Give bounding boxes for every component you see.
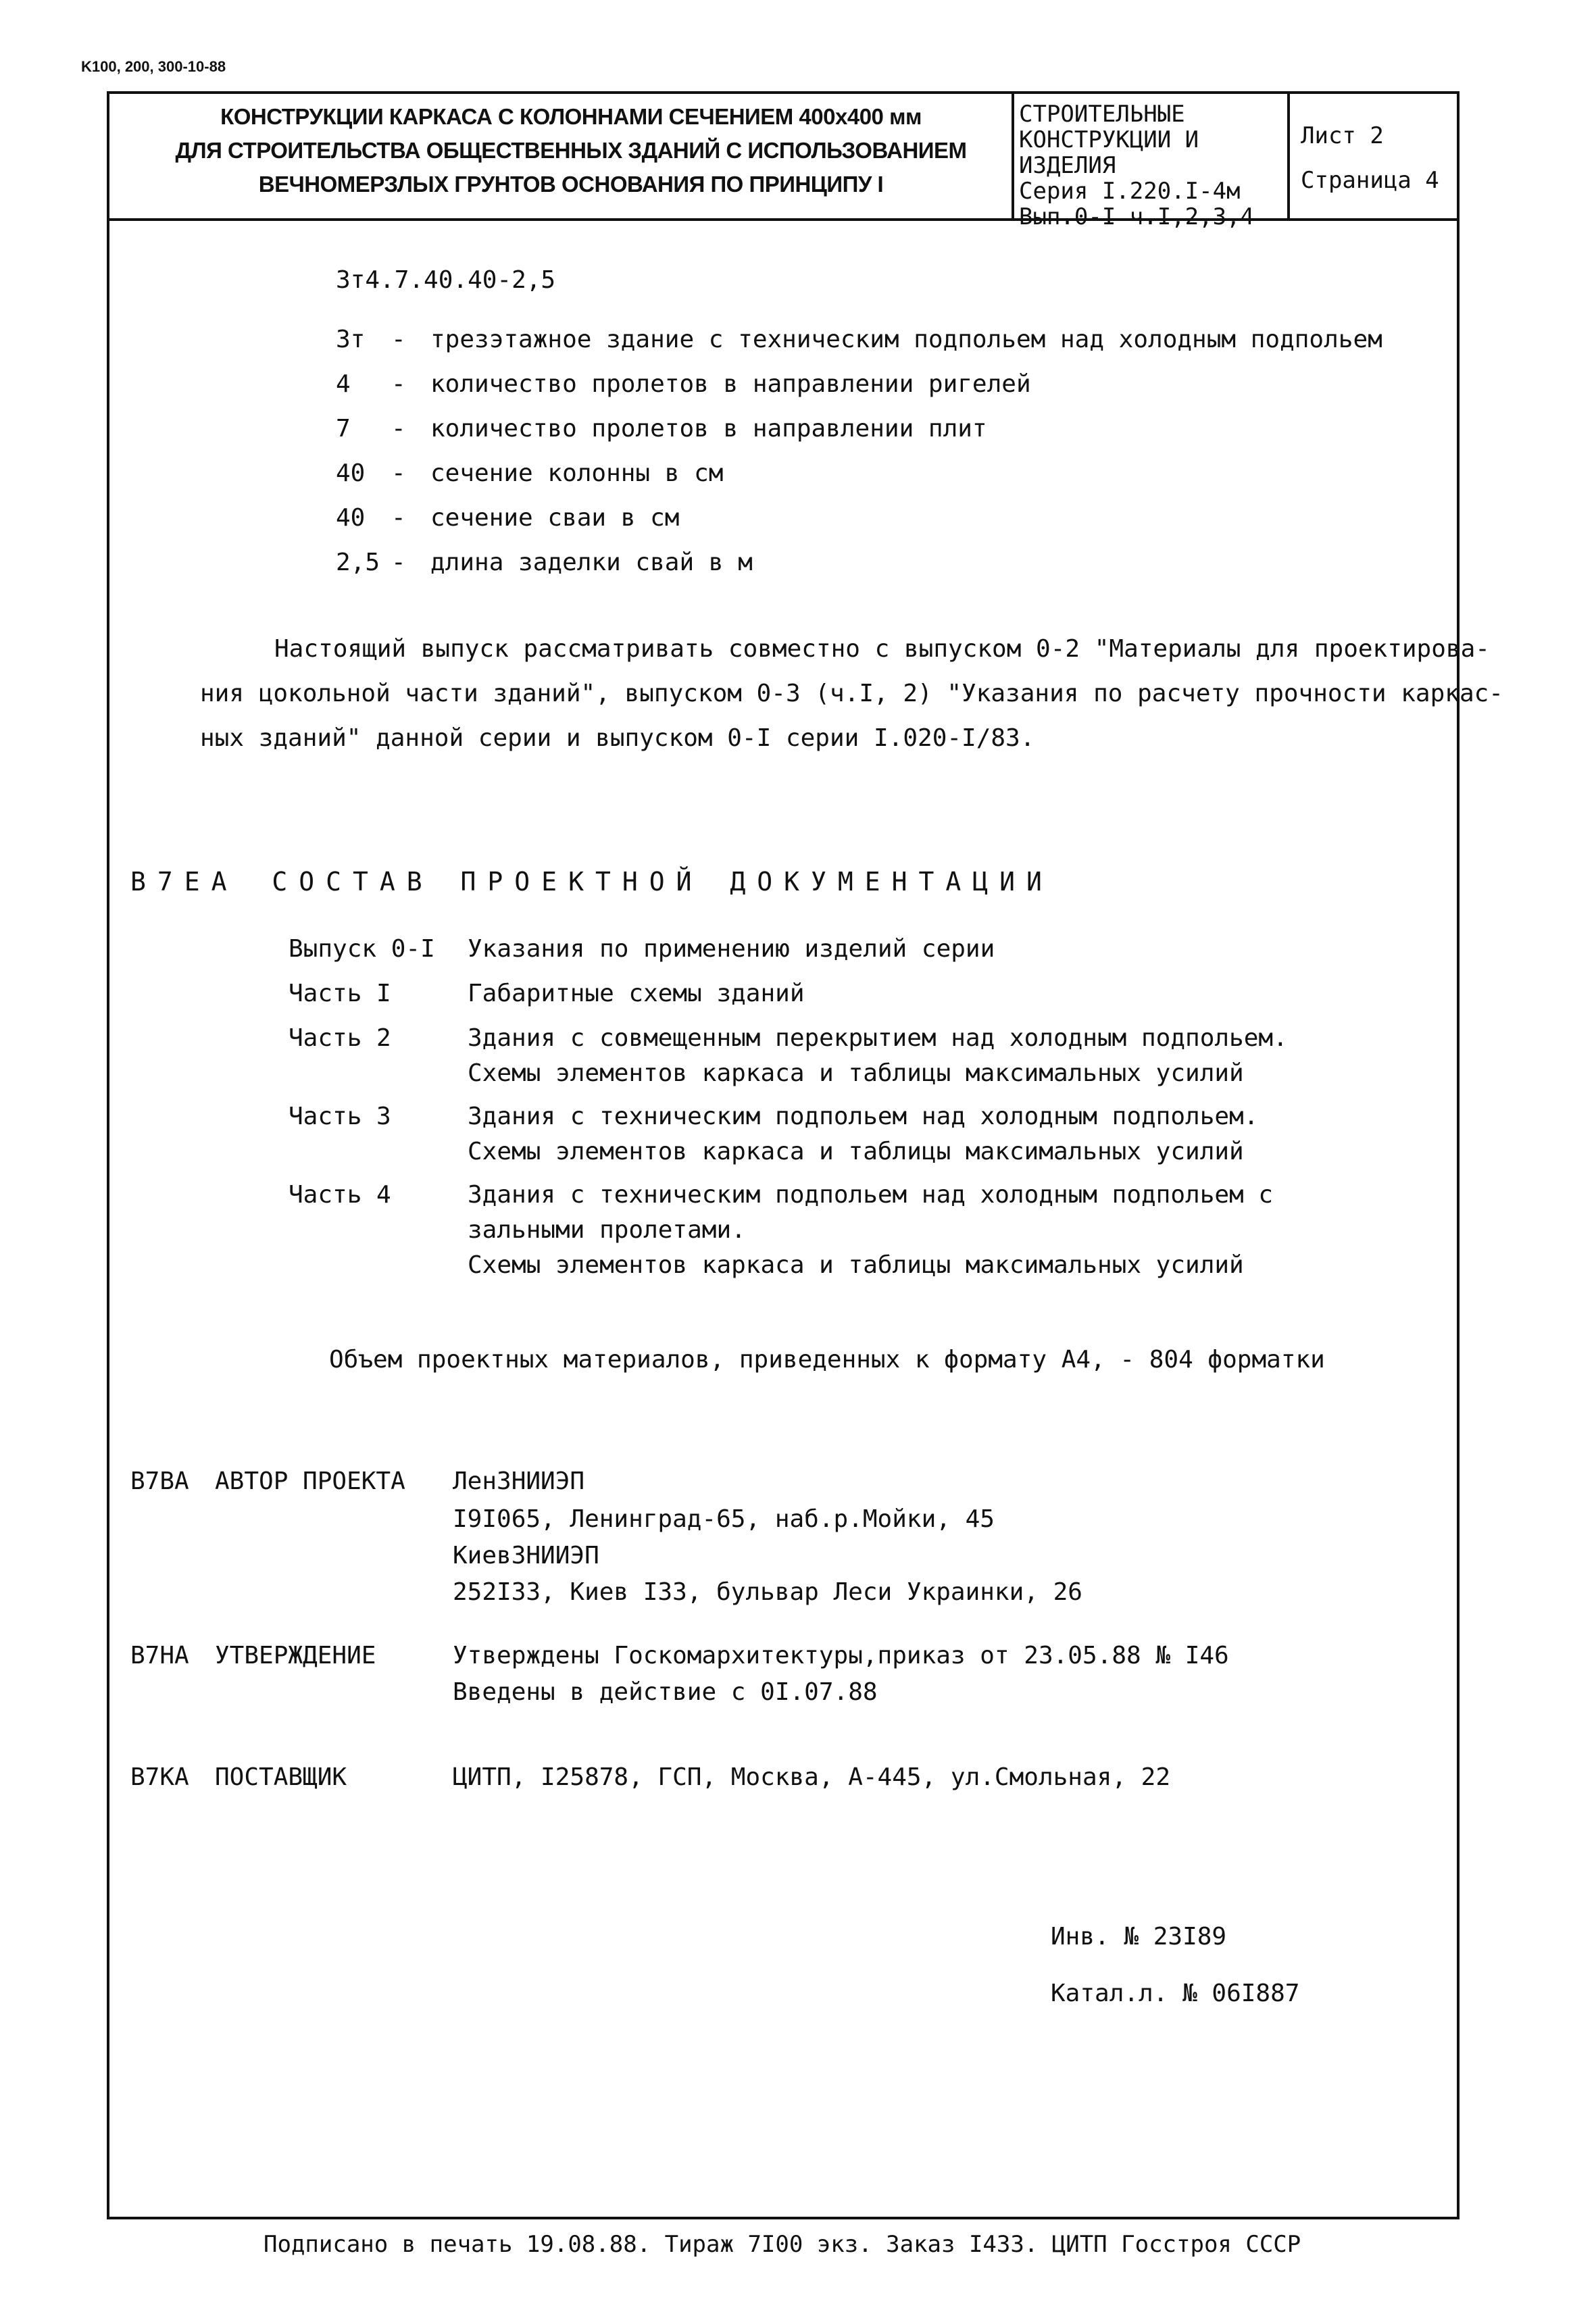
sheet-number: Лист 2: [1301, 122, 1384, 149]
page-number: Страница 4: [1301, 167, 1439, 194]
series-line-3: ИЗДЕЛИЯ: [1019, 152, 1116, 179]
composition-item-text: Схемы элементов каркаса и таблицы максимальных усилий: [468, 1138, 1244, 1165]
section-line: ЦИТП, I25878, ГСП, Москва, А-445, ул.Смольная, 22: [453, 1763, 1171, 1791]
composition-item-text: Здания с совмещенным перекрытием над холодным подпольем.: [468, 1024, 1288, 1052]
header-divider: [107, 218, 1460, 221]
code-dash: -: [391, 504, 406, 532]
catalog-number: Катал.л. № 06I887: [1051, 1980, 1300, 2007]
composition-item-label: Выпуск 0-I: [289, 935, 435, 963]
inventory-number: Инв. № 23I89: [1051, 1923, 1227, 1951]
series-block: [1019, 101, 1254, 230]
paragraph-line: ных зданий" данной серии и выпуском 0-I серии I.020-I/83.: [200, 724, 1035, 752]
section-line: Утверждены Госкомархитектуры,приказ от 23.05.88 № I46: [453, 1642, 1229, 1669]
code-dash: -: [391, 415, 406, 443]
composition-heading: [130, 867, 1053, 897]
code-key: 40: [336, 459, 366, 487]
section-line: ЛенЗНИИЭП: [453, 1467, 585, 1495]
code-dash: -: [391, 370, 406, 398]
code-key: 3т: [336, 326, 366, 353]
header-divider-vertical-2: [1287, 91, 1290, 220]
section-line: 252I33, Киев I33, бульвар Леси Украинки, 26: [453, 1578, 1082, 1606]
section-label: ПОСТАВЩИК: [215, 1763, 347, 1791]
paragraph-line: Настоящий выпуск рассматривать совместно с выпуском 0-2 "Материалы для проектирова-: [274, 635, 1490, 663]
composition-item-text: Здания с техническим подпольем над холодным подпольем с: [468, 1181, 1274, 1209]
volume-statement: Объем проектных материалов, приведенных к формату А4, - 804 форматки: [329, 1346, 1325, 1374]
code-key: 40: [336, 504, 366, 532]
series-line-2: КОНСТРУКЦИИ И: [1019, 126, 1199, 153]
title-line-2: ДЛЯ СТРОИТЕЛЬСТВА ОБЩЕСТВЕННЫХ ЗДАНИЙ С ИСПОЛЬЗОВАНИЕМ: [175, 138, 967, 163]
code-text: трезэтажное здание с техническим подпольем над холодным подпольем: [430, 326, 1382, 353]
series-line-4: Серия I.220.I-4м: [1019, 178, 1241, 205]
composition-item-text: Габаритные схемы зданий: [468, 980, 805, 1007]
sheet-block: [1301, 114, 1439, 203]
series-line-5: Вып.0-I ч.I,2,3,4: [1019, 203, 1254, 230]
composition-item-label: Часть 2: [289, 1024, 391, 1052]
section-line: Введены в действие с 0I.07.88: [453, 1678, 878, 1706]
code-dash: -: [391, 326, 406, 353]
section-code: В7ВА: [130, 1467, 189, 1495]
composition-title: СОСТАВ ПРОЕКТНОЙ ДОКУМЕНТАЦИИ: [272, 867, 1053, 897]
composition-item-label: Часть 4: [289, 1181, 391, 1209]
composition-code: В7ЕА: [130, 867, 239, 897]
code-key: 2,5: [336, 549, 380, 576]
document-title: [135, 100, 1007, 201]
section-label: УТВЕРЖДЕНИЕ: [215, 1642, 376, 1669]
composition-item-label: Часть I: [289, 980, 391, 1007]
section-label: АВТОР ПРОЕКТА: [215, 1467, 405, 1495]
document-code: K100, 200, 300-10-88: [81, 58, 226, 75]
code-text: сечение сваи в см: [430, 504, 680, 532]
paragraph-line: ния цокольной части зданий", выпуском 0-3 (ч.I, 2) "Указания по расчету прочности каркас-: [200, 680, 1503, 707]
product-code: 3т4.7.40.40-2,5: [336, 266, 556, 294]
composition-item-text: Указания по применению изделий серии: [468, 935, 995, 963]
section-code: В7КА: [130, 1763, 189, 1791]
code-text: сечение колонны в см: [430, 459, 724, 487]
series-line-1: СТРОИТЕЛЬНЫЕ: [1019, 101, 1185, 128]
code-key: 4: [336, 370, 351, 398]
code-text: количество пролетов в направлении плит: [430, 415, 987, 443]
code-text: длина заделки свай в м: [430, 549, 753, 576]
code-key: 7: [336, 415, 351, 443]
composition-item-text: Здания с техническим подпольем над холодным подпольем.: [468, 1103, 1259, 1130]
code-dash: -: [391, 459, 406, 487]
code-dash: -: [391, 549, 406, 576]
composition-item-text: Схемы элементов каркаса и таблицы максимальных усилий: [468, 1251, 1244, 1279]
intro-paragraph: [200, 627, 1503, 761]
composition-item-text: Схемы элементов каркаса и таблицы максимальных усилий: [468, 1059, 1244, 1087]
section-code: В7НА: [130, 1642, 189, 1669]
composition-item-label: Часть 3: [289, 1103, 391, 1130]
composition-item-text: зальными пролетами.: [468, 1216, 746, 1244]
code-text: количество пролетов в направлении ригелей: [430, 370, 1031, 398]
section-line: I9I065, Ленинград-65, наб.р.Мойки, 45: [453, 1505, 995, 1533]
section-line: КиевЗНИИЭП: [453, 1542, 599, 1569]
header-divider-vertical-1: [1012, 91, 1014, 220]
print-footer: Подписано в печать 19.08.88. Тираж 7I00 экз. Заказ I433. ЦИТП Госстроя СССР: [264, 2231, 1301, 2258]
title-line-3: ВЕЧНОМЕРЗЛЫХ ГРУНТОВ ОСНОВАНИЯ ПО ПРИНЦИПУ I: [258, 172, 884, 197]
title-line-1: КОНСТРУКЦИИ КАРКАСА С КОЛОННАМИ СЕЧЕНИЕМ 400x400 мм: [220, 104, 922, 129]
